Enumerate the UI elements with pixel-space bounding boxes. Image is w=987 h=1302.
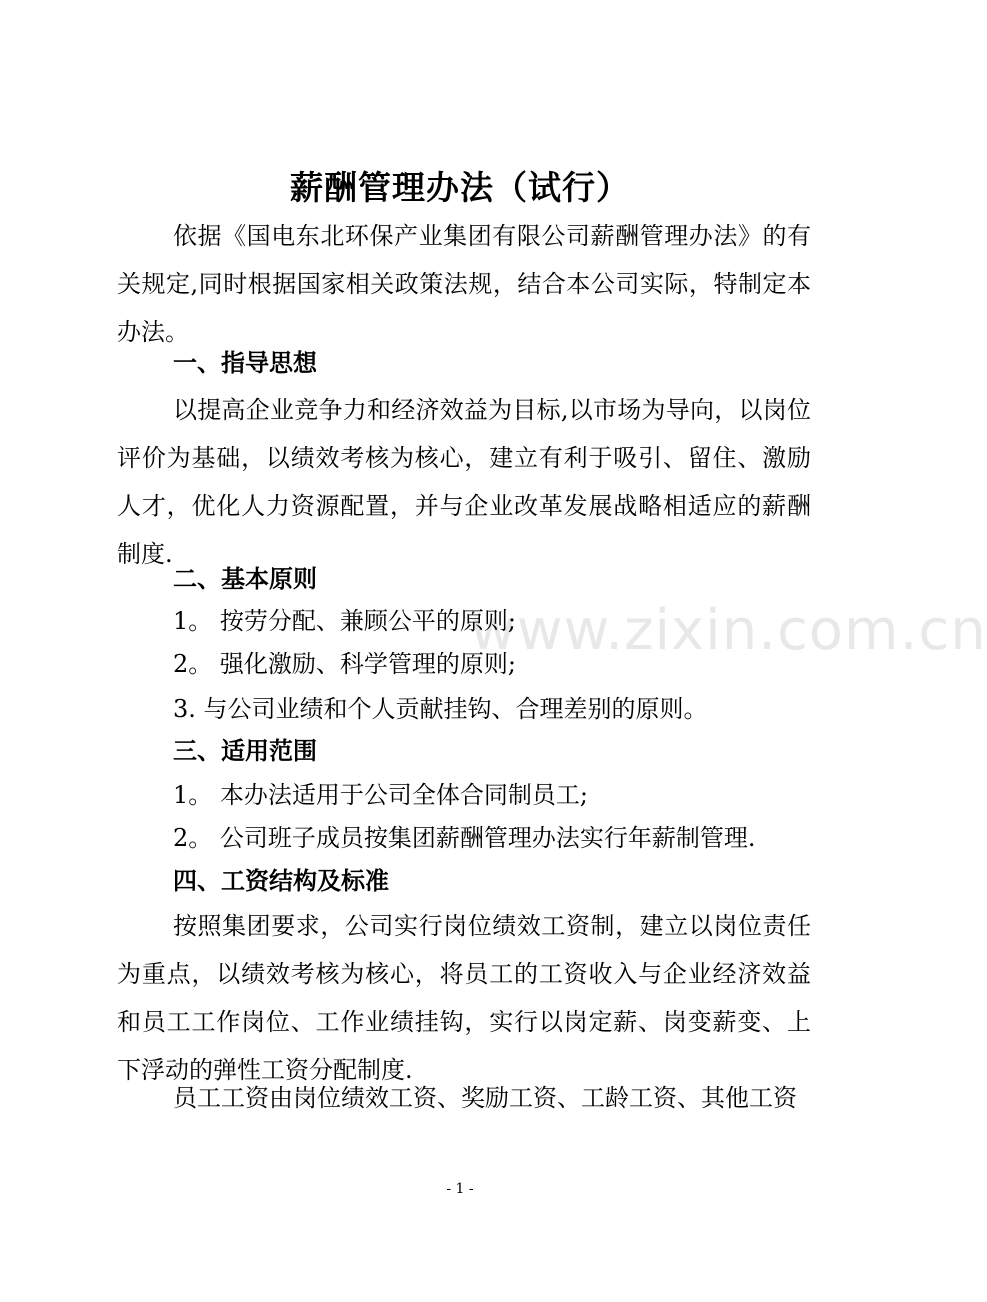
section-heading-guiding-thought: 一、指导思想 xyxy=(173,349,317,377)
section-heading-salary-structure: 四、工资结构及标准 xyxy=(173,867,389,895)
page-number: - 1 - xyxy=(446,1181,474,1197)
scope-item: 1。 本办法适用于公司全体合同制员工; xyxy=(173,781,588,809)
principle-item: 2。 强化激励、科学管理的原则; xyxy=(173,650,516,678)
section-heading-scope: 三、适用范围 xyxy=(173,737,317,765)
guiding-thought-paragraph: 以提高企业竞争力和经济效益为目标,以市场为导向，以岗位评价为基础，以绩效考核为核心，建立有利于吸引、留住、激励人才，优化人力资源配置，并与企业改革发展战略相适应的薪酬制度. xyxy=(117,396,811,568)
section-heading-basic-principles: 二、基本原则 xyxy=(173,565,317,593)
document-title: 薪酬管理办法（试行） xyxy=(290,168,630,207)
scope-item: 2。 公司班子成员按集团薪酬管理办法实行年薪制管理. xyxy=(173,824,756,852)
intro-paragraph: 依据《国电东北环保产业集团有限公司薪酬管理办法》的有关规定,同时根据国家相关政策法规，结合本公司实际，特制定本办法。 xyxy=(117,222,811,346)
watermark: www.zixin.com.cn xyxy=(470,598,987,663)
salary-components-paragraph: 员工工资由岗位绩效工资、奖励工资、工龄工资、其他工资 xyxy=(173,1084,797,1112)
principle-item: 1。 按劳分配、兼顾公平的原则; xyxy=(173,607,516,635)
salary-structure-paragraph: 按照集团要求，公司实行岗位绩效工资制，建立以岗位责任为重点，以绩效考核为核心，将员工的工资收入与企业经济效益和员工工作岗位、工作业绩挂钩，实行以岗定薪、岗变薪变、上下浮动的弹性工资分配制度. xyxy=(117,912,811,1084)
principle-item: 3. 与公司业绩和个人贡献挂钩、合理差别的原则。 xyxy=(173,695,708,723)
